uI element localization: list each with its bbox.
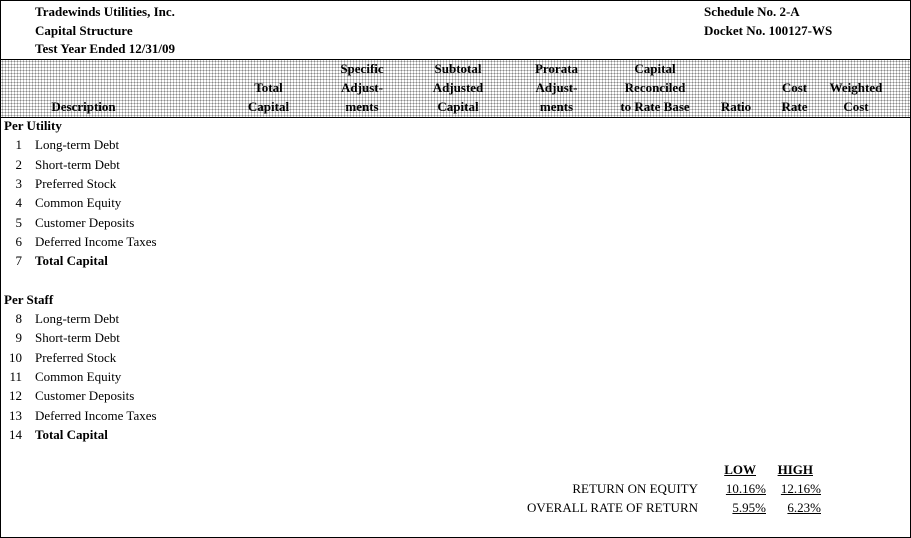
schedule-title: Capital Structure (35, 23, 133, 38)
schedule-number: Schedule No. 2-A (704, 4, 800, 19)
row-number: 6 (15, 233, 22, 249)
column-header-description (1, 59, 166, 116)
column-header-line: Capital (634, 61, 676, 76)
column-header-line (767, 59, 822, 78)
column-header-specific (316, 59, 408, 116)
row-description: Short-term Debt (35, 330, 120, 346)
column-header-line: Prorata (534, 61, 579, 76)
column-header-line (221, 59, 316, 78)
row-number: 10 (9, 349, 22, 365)
row-number: 11 (9, 368, 22, 384)
row-description: Deferred Income Taxes (35, 407, 157, 423)
column-header-line: Total (254, 80, 283, 95)
column-header-line (705, 78, 767, 97)
row-description: Customer Deposits (35, 388, 135, 404)
column-header-line: ments (539, 99, 574, 114)
column-header-subtotal (408, 59, 508, 116)
row-number: 9 (15, 330, 22, 346)
row-description: Preferred Stock (35, 175, 117, 191)
row-number: 7 (15, 253, 22, 269)
row-number: 3 (15, 175, 22, 191)
row-description: Deferred Income Taxes (35, 233, 157, 249)
row-number: 1 (15, 137, 22, 153)
column-header-line: Subtotal (434, 61, 482, 76)
column-header-line: Specific (340, 61, 384, 76)
column-header-line: Description (51, 99, 116, 114)
row-description: Total Capital (35, 253, 108, 269)
summary-label: OVERALL RATE OF RETURN (526, 500, 698, 515)
column-header-line: Adjust- (341, 80, 383, 95)
row-description: Preferred Stock (35, 349, 117, 365)
row-number: 13 (9, 407, 22, 423)
column-header-line (1, 78, 166, 97)
row-number: 4 (15, 195, 22, 211)
docket-number: Docket No. 100127-WS (704, 23, 833, 38)
column-header-line (1, 59, 166, 78)
summary-low-header: LOW (724, 462, 756, 477)
row-description: Common Equity (35, 195, 122, 211)
summary-high-header: HIGH (777, 462, 813, 477)
column-header-line: Capital (437, 99, 479, 114)
row-number: 2 (15, 156, 22, 172)
row-description: Customer Deposits (35, 214, 135, 230)
row-description: Long-term Debt (35, 311, 120, 326)
column-header-reconciled (605, 59, 705, 116)
summary-low-value: 5.95% (732, 500, 766, 515)
column-header-ratio (705, 59, 767, 116)
column-header-cost (767, 59, 822, 116)
summary-low-value: 10.16% (725, 481, 766, 496)
row-number: 14 (9, 426, 22, 442)
column-header-line: Reconciled (624, 80, 686, 95)
column-header-line: ments (345, 99, 379, 114)
column-header-line: Adjusted (432, 80, 484, 95)
row-number: 5 (15, 214, 22, 230)
row-description: Total Capital (35, 426, 108, 442)
column-header-line: to Rate Base (620, 99, 690, 114)
summary-high-value: 12.16% (780, 481, 821, 496)
column-header-line (822, 59, 890, 78)
row-description: Short-term Debt (35, 156, 120, 172)
column-header-line: Cost (843, 99, 869, 114)
column-header-line: Capital (247, 99, 290, 114)
section-title: Per Staff (4, 291, 54, 307)
row-description: Long-term Debt (35, 137, 120, 153)
column-header-total (221, 59, 316, 116)
column-header-line: Adjust- (535, 80, 578, 95)
section-title: Per Utility (4, 118, 62, 133)
row-number: 8 (15, 311, 22, 326)
summary-high-value: 6.23% (787, 500, 821, 515)
row-description: Common Equity (35, 368, 122, 384)
column-header-weighted (822, 59, 890, 116)
column-header-prorata (508, 59, 605, 116)
column-header-line: Cost (781, 80, 808, 95)
column-header-line (705, 59, 767, 78)
column-header-line: Ratio (720, 99, 752, 114)
test-year: Test Year Ended 12/31/09 (35, 41, 176, 56)
column-header-line: Weighted (829, 80, 883, 95)
column-header-line: Rate (781, 99, 808, 114)
row-number: 12 (9, 388, 22, 404)
summary-label: RETURN ON EQUITY (572, 481, 698, 496)
company-name: Tradewinds Utilities, Inc. (35, 4, 175, 19)
